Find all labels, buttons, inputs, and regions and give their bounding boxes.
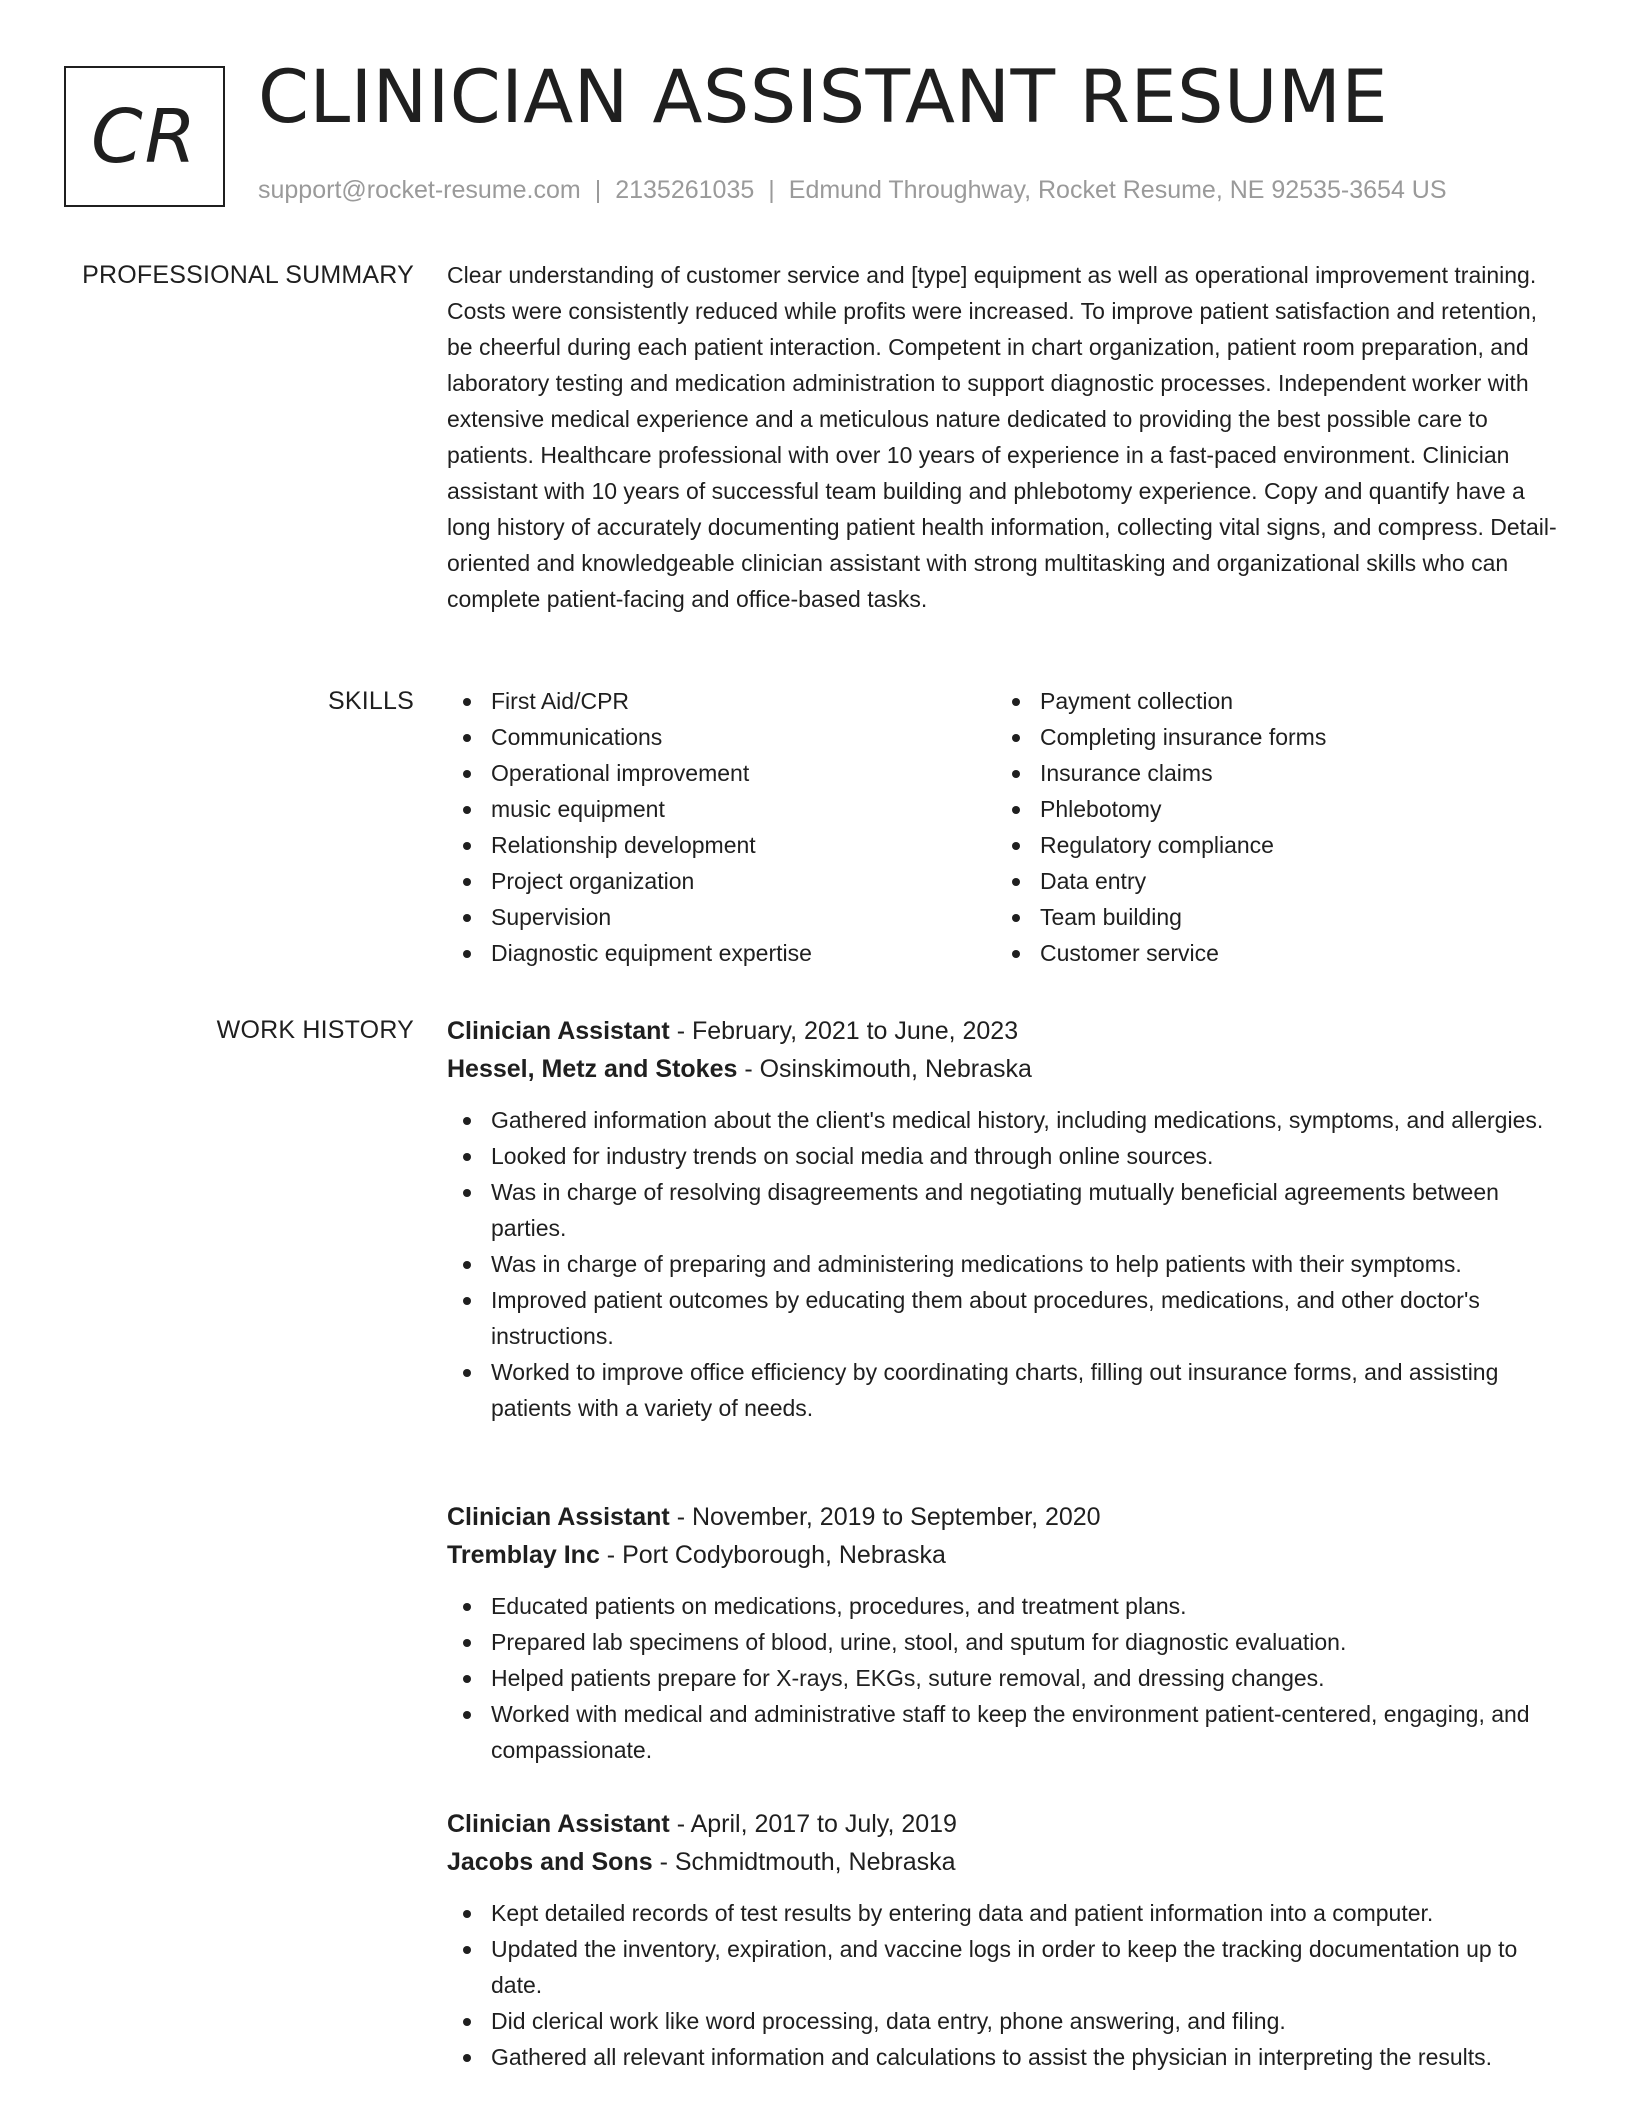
skill-item: Regulatory compliance [996,827,1496,863]
job-company: Jacobs and Sons [447,1848,653,1876]
job-bullet: Improved patient outcomes by educating them about procedures, medications, and other doctor's instructions. [447,1282,1567,1354]
summary-text: Clear understanding of customer service and [type] equipment as well as operational improvement training. Costs were consistently reduced while profits were increased. To improve patient satisfaction and retention, be cheerful during each patient interaction. Competent in chart organization, patient room preparation, and laboratory testing and medication administration to support diagnostic processes. Independent worker with extensive medical experience and a meticulous nature dedicated to providing the best possible care to patients. Healthcare professional with over 10 years of experience in a fast-paced environment. Clinician assistant with 10 years of successful team building and phlebotomy experience. Copy and quantify have a long history of accurately documenting patient health information, collecting vital signs, and compress. Detail-oriented and knowledgeable clinician assistant with strong multitasking and organizational skills who can complete patient-facing and office-based tasks. [447,262,1557,612]
resume-title: CLINICIAN ASSISTANT RESUME [258,55,1389,140]
job-entry [447,1012,1567,1426]
skills-body [447,683,1567,971]
job-company-line [447,1843,1567,1881]
contact-line [258,174,1447,206]
job-title-line [447,1012,1567,1050]
job-bullets [447,1588,1567,1768]
skill-item: Team building [996,899,1496,935]
skills-column-left [447,683,996,971]
contact-phone[interactable]: 2135261035 [615,176,755,204]
job-bullet: Was in charge of preparing and administering medications to help patients with their symptoms. [447,1246,1567,1282]
skill-item: First Aid/CPR [447,683,996,719]
job-company-line [447,1050,1567,1088]
skill-item: Data entry [996,863,1496,899]
job-bullet: Kept detailed records of test results by entering data and patient information into a computer. [447,1895,1567,1931]
skill-item: Relationship development [447,827,996,863]
skills-column-right [996,683,1496,971]
job-bullet: Did clerical work like word processing, data entry, phone answering, and filing. [447,2003,1567,2039]
job-title-line [447,1498,1567,1536]
skill-item: Supervision [447,899,996,935]
monogram-initials: CR [90,93,199,180]
work-history-heading: WORK HISTORY [216,1016,414,1044]
job-title-line [447,1805,1567,1843]
job-dates: - November, 2019 to September, 2020 [669,1503,1101,1531]
job-title: Clinician Assistant [447,1503,670,1531]
job-bullet: Gathered all relevant information and calculations to assist the physician in interpreting the results. [447,2039,1567,2075]
contact-email[interactable]: support@rocket-resume.com [258,176,581,204]
summary-body [447,257,1567,617]
job-bullet: Worked with medical and administrative staff to keep the environment patient-centered, engaging, and compassionate. [447,1696,1567,1768]
summary-heading: PROFESSIONAL SUMMARY [82,261,414,289]
job-bullets [447,1895,1567,2075]
skill-item: Payment collection [996,683,1496,719]
job-bullet: Updated the inventory, expiration, and vaccine logs in order to keep the tracking documentation up to date. [447,1931,1567,2003]
skill-item: Insurance claims [996,755,1496,791]
monogram-box [64,66,225,207]
skill-item: Completing insurance forms [996,719,1496,755]
job-dates: - April, 2017 to July, 2019 [669,1810,957,1838]
job-bullet: Educated patients on medications, procedures, and treatment plans. [447,1588,1567,1624]
job-company-line [447,1536,1567,1574]
job-bullet: Was in charge of resolving disagreements and negotiating mutually beneficial agreements between parties. [447,1174,1567,1246]
skill-item: Phlebotomy [996,791,1496,827]
job-entry [447,1805,1567,2075]
job-bullet: Looked for industry trends on social media and through online sources. [447,1138,1567,1174]
skill-item: Diagnostic equipment expertise [447,935,996,971]
skill-item: Customer service [996,935,1496,971]
job-entry [447,1498,1567,1768]
job-title: Clinician Assistant [447,1017,670,1045]
job-company: Tremblay Inc [447,1541,600,1569]
skills-heading: SKILLS [328,687,414,715]
skill-item: Operational improvement [447,755,996,791]
job-bullet: Helped patients prepare for X-rays, EKGs, suture removal, and dressing changes. [447,1660,1567,1696]
contact-separator: | [594,176,602,204]
job-bullets [447,1102,1567,1426]
skill-item: Project organization [447,863,996,899]
skill-item: music equipment [447,791,996,827]
job-title: Clinician Assistant [447,1810,670,1838]
job-company: Hessel, Metz and Stokes [447,1055,738,1083]
job-bullet: Gathered information about the client's medical history, including medications, symptoms, and allergies. [447,1102,1567,1138]
job-dates: - February, 2021 to June, 2023 [669,1017,1019,1045]
job-location: - Osinskimouth, Nebraska [737,1055,1032,1083]
skill-item: Communications [447,719,996,755]
skills-grid [447,683,1567,971]
job-location: - Schmidtmouth, Nebraska [652,1848,956,1876]
job-bullet: Worked to improve office efficiency by coordinating charts, filling out insurance forms, and assisting patients with a variety of needs. [447,1354,1567,1426]
contact-address: Edmund Throughway, Rocket Resume, NE 92535-3654 US [788,176,1447,204]
job-bullet: Prepared lab specimens of blood, urine, stool, and sputum for diagnostic evaluation. [447,1624,1567,1660]
job-location: - Port Codyborough, Nebraska [599,1541,946,1569]
contact-separator: | [768,176,775,204]
